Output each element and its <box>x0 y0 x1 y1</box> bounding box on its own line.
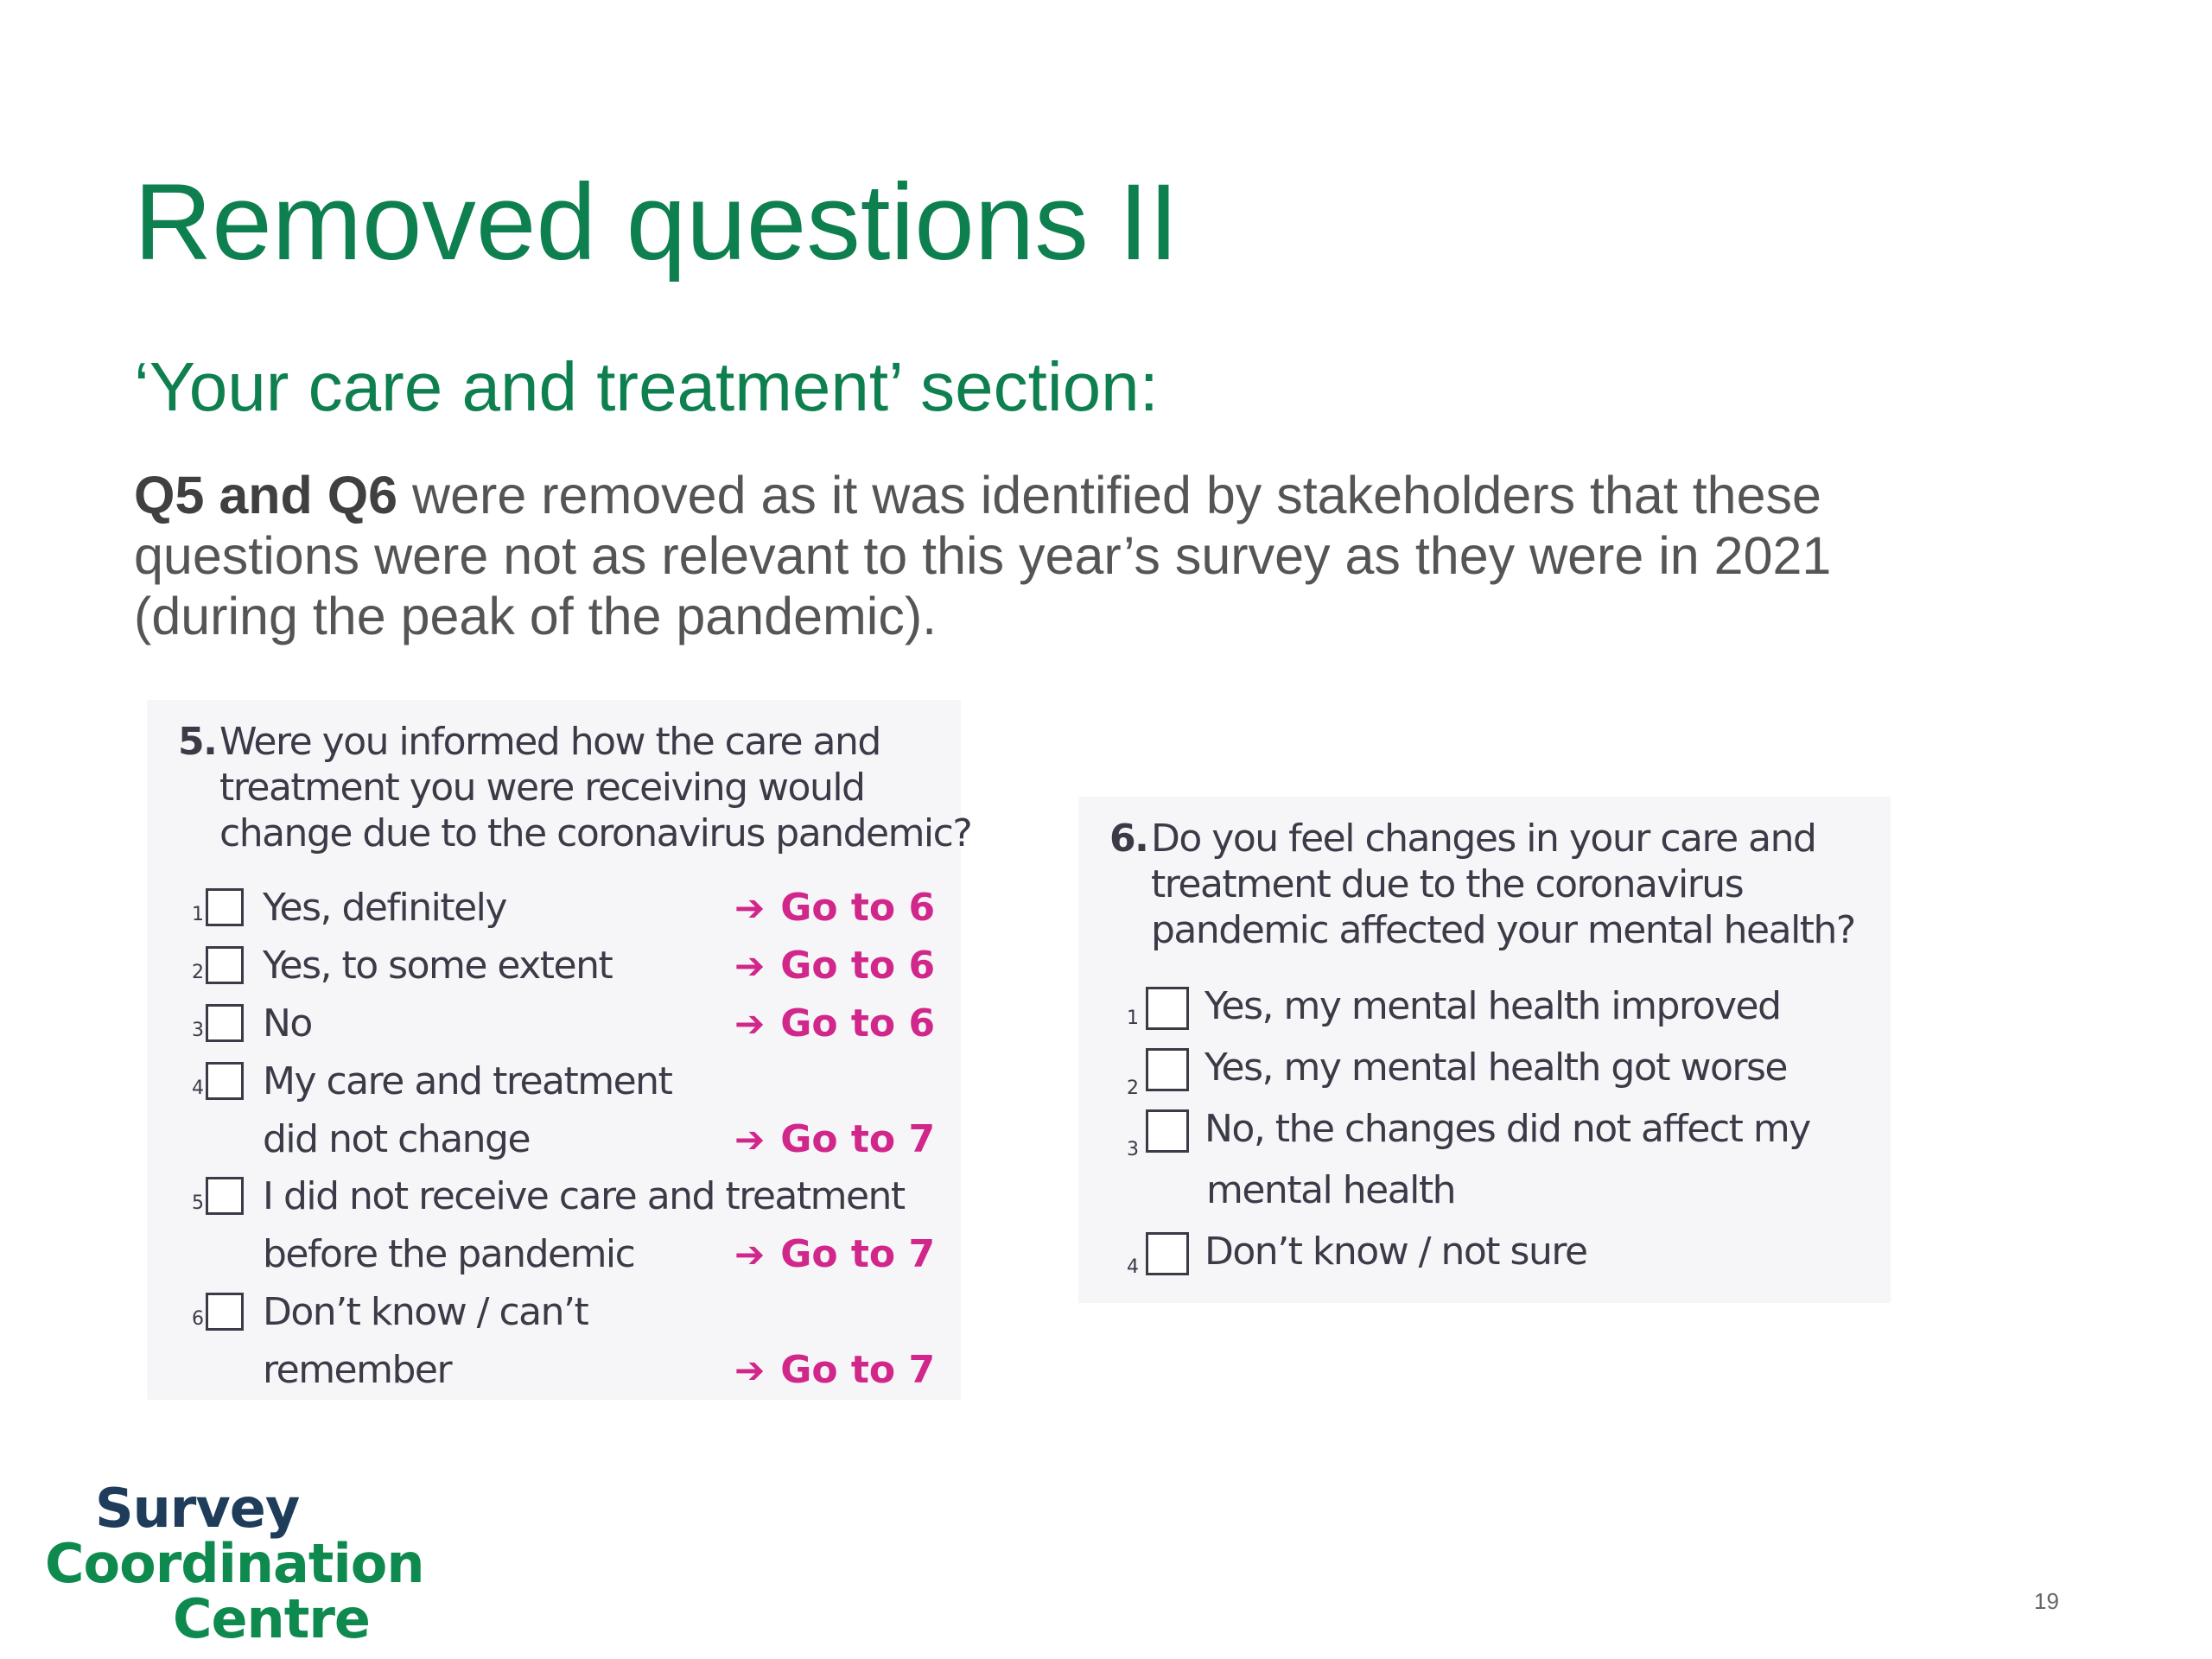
question-6-text <box>1109 816 1855 953</box>
question-6-line: treatment due to the coronavirus <box>1151 862 1744 906</box>
option-number: 2 <box>1127 1077 1139 1099</box>
logo-line-2: Coordination <box>45 1532 424 1595</box>
right-arrow-icon: ➔ <box>734 1349 766 1391</box>
checkbox-icon[interactable] <box>1146 1232 1189 1275</box>
option-label: Yes, my mental health improved <box>1205 984 1781 1028</box>
body-bold-lead: Q5 and Q6 <box>134 466 398 524</box>
question-5-number: 5. <box>178 720 217 764</box>
checkbox-icon[interactable] <box>1146 1048 1189 1091</box>
checkbox-icon[interactable] <box>1146 1109 1189 1153</box>
checkbox-icon[interactable] <box>206 888 244 926</box>
question-5-line: treatment you were receiving would <box>219 766 865 810</box>
go-to-label: Go to 7 <box>780 1232 936 1276</box>
right-arrow-icon: ➔ <box>734 944 766 987</box>
question-5-line: Were you informed how the care and <box>219 720 880 764</box>
question-5-card <box>147 700 972 1400</box>
checkbox-icon[interactable] <box>206 946 244 984</box>
right-arrow-icon: ➔ <box>734 887 766 929</box>
logo-line-1: Survey <box>95 1477 300 1540</box>
go-to-label: Go to 6 <box>780 886 936 930</box>
section-subtitle: ‘Your care and treatment’ section: <box>134 348 1159 425</box>
option-number: 4 <box>1127 1256 1139 1278</box>
go-to-label: Go to 6 <box>780 944 936 988</box>
body-line-1: were removed as it was identified by stakeholders that these <box>397 466 1821 524</box>
question-6-card <box>1078 797 1891 1303</box>
option-label-continued: mental health <box>1206 1168 1456 1212</box>
logo-line-3: Centre <box>173 1587 370 1650</box>
slide-title: Removed questions II <box>134 162 1179 283</box>
option-label-continued: remember <box>263 1348 452 1392</box>
option-label: My care and treatment <box>263 1059 672 1103</box>
right-arrow-icon: ➔ <box>734 1233 766 1275</box>
checkbox-icon[interactable] <box>206 1177 244 1215</box>
option-label: Yes, definitely <box>263 886 506 930</box>
option-number: 3 <box>192 1020 204 1041</box>
question-6-line: Do you feel changes in your care and <box>1151 817 1816 861</box>
go-to-instruction <box>734 995 935 1052</box>
body-paragraph <box>134 465 2121 646</box>
body-line-3: (during the peak of the pandemic). <box>134 587 938 645</box>
option-label: No <box>263 1001 312 1046</box>
option-number: 5 <box>192 1192 204 1214</box>
checkbox-icon[interactable] <box>1146 987 1189 1030</box>
go-to-label: Go to 7 <box>780 1348 936 1392</box>
option-label: Don’t know / can’t <box>263 1290 588 1334</box>
right-arrow-icon: ➔ <box>734 1118 766 1160</box>
right-arrow-icon: ➔ <box>734 1002 766 1045</box>
checkbox-icon[interactable] <box>206 1062 244 1100</box>
question-5-text <box>178 719 971 856</box>
option-number: 6 <box>192 1308 204 1330</box>
go-to-instruction <box>734 938 935 995</box>
page-number: 19 <box>2034 1588 2059 1614</box>
question-5-line: change due to the coronavirus pandemic? <box>219 811 972 855</box>
option-number: 3 <box>1127 1139 1139 1160</box>
checkbox-icon[interactable] <box>206 1004 244 1042</box>
go-to-instruction <box>734 1111 935 1168</box>
option-label: Yes, my mental health got worse <box>1205 1046 1787 1090</box>
option-label-continued: did not change <box>263 1117 531 1161</box>
option-label: Don’t know / not sure <box>1205 1230 1587 1274</box>
go-to-instruction <box>734 880 935 937</box>
go-to-instruction <box>734 1342 935 1399</box>
option-label-continued: before the pandemic <box>263 1232 635 1276</box>
option-number: 1 <box>1127 1007 1139 1029</box>
go-to-label: Go to 7 <box>780 1117 936 1161</box>
go-to-instruction <box>734 1226 935 1283</box>
option-label: No, the changes did not affect my <box>1205 1107 1810 1151</box>
checkbox-icon[interactable] <box>206 1293 244 1331</box>
body-line-2: questions were not as relevant to this year’s survey as they were in 2021 <box>134 526 1832 585</box>
option-number: 2 <box>192 962 204 983</box>
option-label: Yes, to some extent <box>263 944 613 988</box>
option-label: I did not receive care and treatment <box>263 1174 905 1218</box>
option-number: 4 <box>192 1077 204 1099</box>
question-6-number: 6. <box>1109 817 1148 861</box>
question-6-line: pandemic affected your mental health? <box>1151 908 1855 952</box>
go-to-label: Go to 6 <box>780 1001 936 1046</box>
option-number: 1 <box>192 904 204 925</box>
